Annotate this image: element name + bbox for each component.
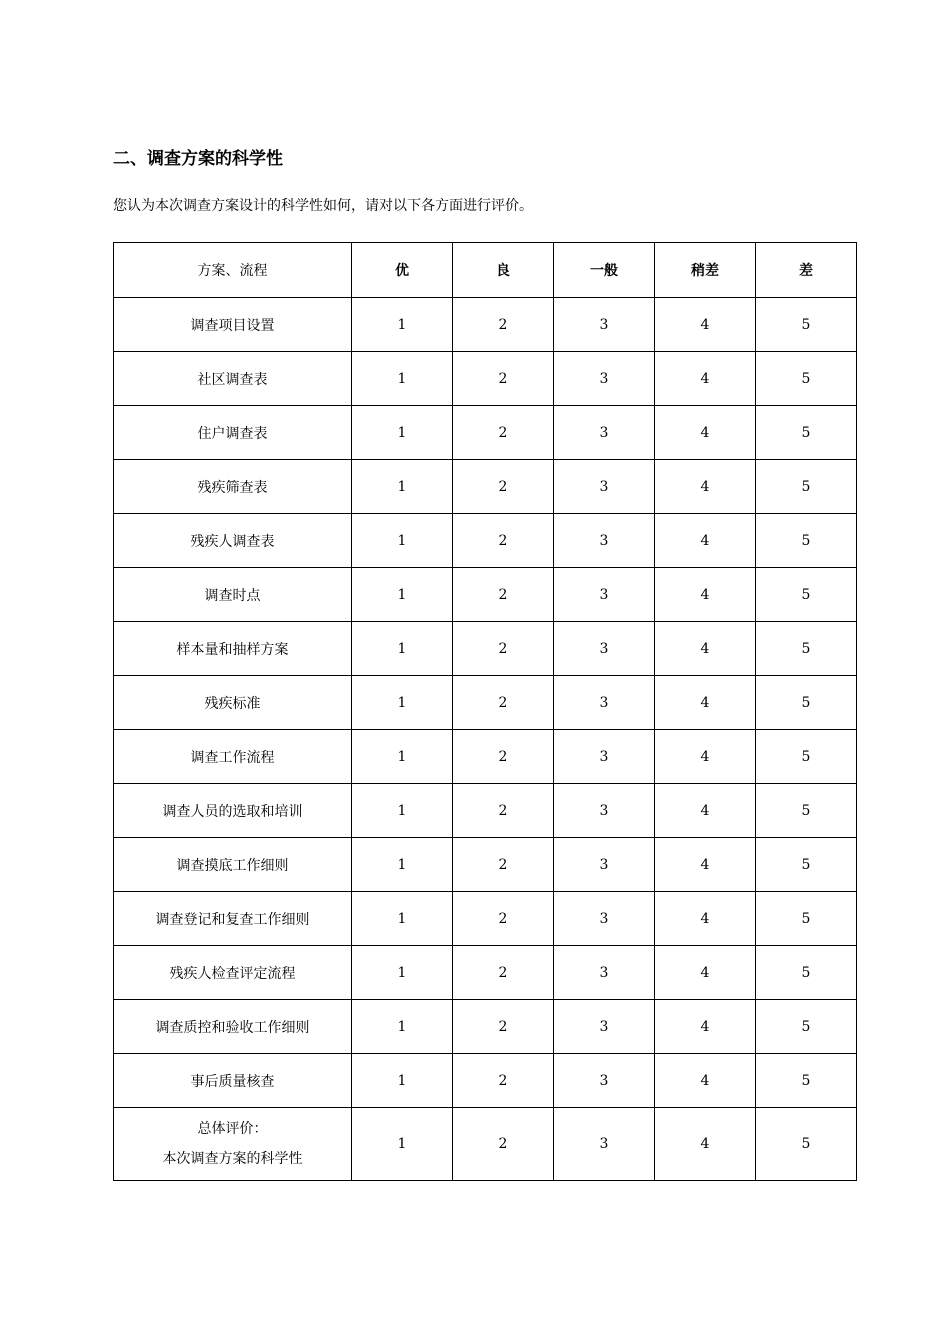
score-option[interactable]: 5 <box>756 892 857 946</box>
score-option[interactable]: 1 <box>352 1000 453 1054</box>
score-option[interactable]: 5 <box>756 622 857 676</box>
table-row <box>114 1000 857 1054</box>
score-option[interactable]: 3 <box>554 622 655 676</box>
row-label: 样本量和抽样方案 <box>114 622 352 676</box>
score-option[interactable]: 4 <box>655 730 756 784</box>
header-score: 优 <box>352 243 453 298</box>
table-row <box>114 838 857 892</box>
score-option[interactable]: 1 <box>352 730 453 784</box>
score-option[interactable]: 2 <box>453 838 554 892</box>
score-option[interactable]: 1 <box>352 406 453 460</box>
row-label: 调查质控和验收工作细则 <box>114 1000 352 1054</box>
total-row <box>114 1108 857 1181</box>
header-item: 方案、流程 <box>114 243 352 298</box>
score-option[interactable]: 4 <box>655 946 756 1000</box>
row-label: 调查工作流程 <box>114 730 352 784</box>
header-score: 稍差 <box>655 243 756 298</box>
table-row <box>114 568 857 622</box>
score-option[interactable]: 4 <box>655 352 756 406</box>
table-row <box>114 460 857 514</box>
total-label-line1: 总体评价： <box>197 1121 268 1137</box>
score-option[interactable]: 5 <box>756 730 857 784</box>
score-option[interactable]: 5 <box>756 1108 857 1181</box>
score-option[interactable]: 2 <box>453 460 554 514</box>
score-option[interactable]: 2 <box>453 568 554 622</box>
score-option[interactable]: 5 <box>756 298 857 352</box>
score-option[interactable]: 2 <box>453 892 554 946</box>
score-option[interactable]: 2 <box>453 730 554 784</box>
score-option[interactable]: 3 <box>554 892 655 946</box>
score-option[interactable]: 2 <box>453 406 554 460</box>
row-label: 住户调查表 <box>114 406 352 460</box>
total-label-line2: 本次调查方案的科学性 <box>162 1151 303 1167</box>
score-option[interactable]: 1 <box>352 622 453 676</box>
table-row <box>114 1054 857 1108</box>
header-score: 一般 <box>554 243 655 298</box>
score-option[interactable]: 4 <box>655 676 756 730</box>
row-label: 社区调查表 <box>114 352 352 406</box>
table-body <box>114 298 857 1181</box>
score-option[interactable]: 2 <box>453 784 554 838</box>
score-option[interactable]: 1 <box>352 352 453 406</box>
intro-text: 您认为本次调查方案设计的科学性如何，请对以下各方面进行评价。 <box>113 198 533 214</box>
score-option[interactable]: 1 <box>352 676 453 730</box>
score-option[interactable]: 4 <box>655 1108 756 1181</box>
score-option[interactable]: 4 <box>655 298 756 352</box>
score-option[interactable]: 3 <box>554 1000 655 1054</box>
score-option[interactable]: 3 <box>554 1108 655 1181</box>
score-option[interactable]: 2 <box>453 1000 554 1054</box>
score-option[interactable]: 2 <box>453 298 554 352</box>
score-option[interactable]: 2 <box>453 946 554 1000</box>
row-label: 残疾筛查表 <box>114 460 352 514</box>
score-option[interactable]: 1 <box>352 514 453 568</box>
row-label: 事后质量核查 <box>114 1054 352 1108</box>
score-option[interactable]: 3 <box>554 946 655 1000</box>
score-option[interactable]: 2 <box>453 514 554 568</box>
row-label: 调查时点 <box>114 568 352 622</box>
table-row <box>114 514 857 568</box>
score-option[interactable]: 3 <box>554 784 655 838</box>
header-score: 差 <box>756 243 857 298</box>
score-option[interactable]: 3 <box>554 676 655 730</box>
table-row <box>114 622 857 676</box>
score-option[interactable]: 1 <box>352 568 453 622</box>
score-option[interactable]: 3 <box>554 298 655 352</box>
row-label: 残疾人检查评定流程 <box>114 946 352 1000</box>
score-option[interactable]: 3 <box>554 1054 655 1108</box>
row-label: 调查人员的选取和培训 <box>114 784 352 838</box>
score-option[interactable]: 1 <box>352 460 453 514</box>
score-option[interactable]: 5 <box>756 838 857 892</box>
score-option[interactable]: 1 <box>352 1054 453 1108</box>
evaluation-table <box>113 242 857 1181</box>
table-row <box>114 298 857 352</box>
score-option[interactable]: 1 <box>352 1108 453 1181</box>
score-option[interactable]: 5 <box>756 676 857 730</box>
score-option[interactable]: 4 <box>655 1054 756 1108</box>
score-option[interactable]: 5 <box>756 514 857 568</box>
score-option[interactable]: 4 <box>655 514 756 568</box>
score-option[interactable]: 3 <box>554 514 655 568</box>
score-option[interactable]: 5 <box>756 1000 857 1054</box>
score-option[interactable]: 4 <box>655 838 756 892</box>
table-row <box>114 352 857 406</box>
score-option[interactable]: 3 <box>554 838 655 892</box>
section-heading: 二、调查方案的科学性 <box>113 149 283 169</box>
score-option[interactable]: 5 <box>756 406 857 460</box>
score-option[interactable]: 3 <box>554 352 655 406</box>
table-row <box>114 676 857 730</box>
score-option[interactable]: 3 <box>554 460 655 514</box>
score-option[interactable]: 2 <box>453 1054 554 1108</box>
score-option[interactable]: 2 <box>453 1108 554 1181</box>
table-header-row <box>114 243 857 298</box>
table-row <box>114 730 857 784</box>
score-option[interactable]: 3 <box>554 406 655 460</box>
score-option[interactable]: 5 <box>756 946 857 1000</box>
score-option[interactable]: 1 <box>352 946 453 1000</box>
score-option[interactable]: 1 <box>352 838 453 892</box>
score-option[interactable]: 4 <box>655 406 756 460</box>
score-option[interactable]: 3 <box>554 730 655 784</box>
score-option[interactable]: 2 <box>453 676 554 730</box>
table-row <box>114 946 857 1000</box>
table-row <box>114 406 857 460</box>
score-option[interactable]: 5 <box>756 568 857 622</box>
score-option[interactable]: 4 <box>655 892 756 946</box>
score-option[interactable]: 4 <box>655 1000 756 1054</box>
score-option[interactable]: 2 <box>453 352 554 406</box>
header-score: 良 <box>453 243 554 298</box>
score-option[interactable]: 3 <box>554 568 655 622</box>
row-label: 调查项目设置 <box>114 298 352 352</box>
total-label <box>114 1108 352 1181</box>
table-row <box>114 784 857 838</box>
row-label: 残疾人调查表 <box>114 514 352 568</box>
row-label: 调查摸底工作细则 <box>114 838 352 892</box>
score-option[interactable]: 4 <box>655 568 756 622</box>
row-label: 残疾标准 <box>114 676 352 730</box>
score-option[interactable]: 4 <box>655 784 756 838</box>
score-option[interactable]: 1 <box>352 298 453 352</box>
score-option[interactable]: 1 <box>352 892 453 946</box>
score-option[interactable]: 2 <box>453 622 554 676</box>
score-option[interactable]: 4 <box>655 460 756 514</box>
score-option[interactable]: 1 <box>352 784 453 838</box>
score-option[interactable]: 5 <box>756 1054 857 1108</box>
row-label: 调查登记和复查工作细则 <box>114 892 352 946</box>
score-option[interactable]: 4 <box>655 622 756 676</box>
score-option[interactable]: 5 <box>756 352 857 406</box>
table-row <box>114 892 857 946</box>
score-option[interactable]: 5 <box>756 460 857 514</box>
score-option[interactable]: 5 <box>756 784 857 838</box>
